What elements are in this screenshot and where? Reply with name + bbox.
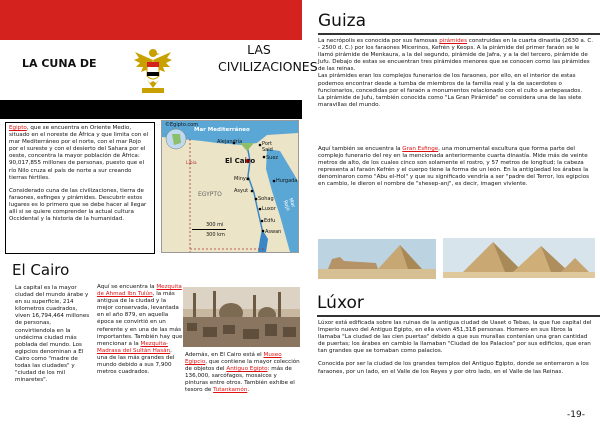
egypt-map — [161, 120, 299, 253]
flag-red-band — [0, 0, 302, 40]
guiza-paragraph-3: La pirámide de Jufu, también conocida como "La Gran Pirámide" se considera una de las siete maravillas del mundo. — [318, 94, 582, 108]
pyramids-photo — [443, 238, 595, 278]
luxor-paragraph-2: Conocida por ser la ciudad de los grandes templos del Antiguo Egipto, donde se enterraron a los faraones, por un lado, en el Valle de los Reyes y por otro lado, en el Valle de las Reinas. — [318, 361, 589, 375]
intro-box — [5, 122, 155, 254]
map-label-suez: Suez — [266, 155, 279, 161]
map-label-red-sea: Mar Rojo — [281, 197, 297, 212]
mezquita-ibn-tulun-link[interactable]: Mezquita de Ahmad Ibn Tulún — [97, 284, 182, 298]
map-scale-bar — [192, 229, 226, 230]
cairo-column-2: Aquí se encuentra la Mezquita de Ahmad Ibn Tulún, la más antigua de la ciudad y la mejor conservada, levantada en el año 879, en aquella época se convirtió en un referente y en una de las más importantes. También hay que mencionar a la Mezquita-Madrasa del Sultán Hasán, una de las más grandes del mundo debido a sus 7,900 metros cuadrados. — [97, 284, 183, 376]
map-label-edfu: Edfu — [264, 218, 276, 224]
map-label-hurgada: Hurgada — [276, 178, 298, 184]
page-number: -19- — [567, 410, 585, 420]
map-label-asyut: Asyut — [234, 188, 249, 194]
tutankamon-link[interactable]: Tutankamón — [213, 387, 248, 394]
map-watermark: ©Egipto.com — [165, 122, 199, 128]
map-scale-bottom: 300 km — [206, 232, 225, 238]
guiza-title-underline — [318, 33, 600, 35]
map-label-aswan: Aswan — [265, 229, 282, 235]
map-label-sohag: Sohag — [258, 196, 274, 202]
luxor-paragraph-1: Lúxor está edificada sobre las ruinas de la antigua ciudad de Uaset o Tebas, la que fue capital del Imperio nuevo del Antiguo Egipto, en ella viven 451,318 personas. Homero en sus libros la llamaba "La ciudad de las cien puertas" debido a que sus murallas contenían una gran cantidad de puertas; los árabes en cambio la llamaban "Ciudad de los Palacios" por sus edificios, que eran tan grandes que se tomaban como palacios. — [318, 320, 592, 355]
egipto-link[interactable]: Egipto — [9, 125, 27, 131]
map-label-alejandria: Alejandría — [217, 139, 243, 145]
title-left: LA CUNA DE — [22, 57, 97, 70]
map-label-sea: Mar Mediterráneo — [194, 127, 250, 133]
map-label-port-said: Port Said — [262, 141, 273, 153]
luxor-text — [318, 320, 596, 376]
title-right: LAS CIVILIZACIONES — [218, 42, 318, 74]
flag-black-band — [0, 100, 302, 119]
gran-esfinge-link[interactable]: Gran Esfinge — [402, 146, 439, 152]
map-label-country: EGYPTO — [198, 191, 222, 198]
intro-text-1: , que se encuentra en Oriente Medio, situado en el noreste de África y que limita con el mar Mediterráneo por el norte, con el mar Rojo por el sureste y con el desierto del Sahara por el oeste, concentra la mayor población de África: 90,017,855 millones de personas, puesto que el río Nilo cruza el país de norte a sur creando tierras fértiles. — [9, 125, 149, 181]
map-scale-top: 300 mi — [206, 222, 224, 228]
intro-paragraph-2: Considerado cuna de las civilizaciones, tierra de faraones, esfinges y pirámides. Descubrir estos lugares es lo primero que se debe hacer al llegar allí si se quiere comprender la actual cultura Occidental y la historia de la humanidad. — [9, 187, 147, 223]
cairo-title: El Cairo — [12, 261, 70, 279]
piramides-link[interactable]: pirámides — [439, 38, 467, 44]
guiza-text — [318, 38, 594, 109]
map-label-el-cairo: El Cairo — [225, 157, 256, 165]
luxor-title: Lúxor — [317, 293, 364, 313]
eagle-of-saladin-emblem — [133, 42, 173, 100]
antiguo-egipto-link[interactable]: Antiguo Egipto — [226, 366, 268, 373]
intro-paragraph-1 — [9, 125, 151, 182]
museo-egipcio-link[interactable]: Museo Egipcio — [185, 352, 282, 366]
cairo-column-1: La capital es la mayor ciudad del mundo árabe y en su superficie, 214 kilometros cuadrados, viven 16,794,464 millones de personas, convirtiendola en la undécima ciudad más poblada del mundo. Los egipcios denominan a El Cairo como "madre de todas las ciudades" y "ciudad de los mil minaretes". — [15, 285, 90, 384]
map-label-luxor: Luxor — [262, 206, 276, 212]
guiza-paragraph-2: Las pirámides eran los complejos funerarios de los faraones, por ello, en el interior de estas podemos encontrar desde a tumba de miembros de la familia real y la de sacerdotes o funcionarios, concedidas por el faraón a monumentos relacionado con el culto a antepasados. — [318, 73, 583, 94]
cairo-skyline-photo — [183, 287, 300, 347]
guiza-paragraph-4: Aquí también se encuentra la Gran Esfinge, una monumental escultura que forma parte del complejo funerario del rey en la mencionada anteriormente cuarta dinastía. Mide más de veinte metros de alto, de los cuales cinco son solamente el rostro, y 57 metros de longitud; la cabeza representa al faraón Kefrén y el cuerpo tiene la forma de un león. En la antigüedad los árabes la denominaron como "Abu el-Hol" y que su significado vendría a ser "padre del Terror, los egipcios en cambio, le dieron el nombre de "shesep-anj", es decir, imagen viviente. — [318, 146, 590, 188]
mezquita-sultan-hasan-link[interactable]: Mezquita-Madrasa del Sultán Hasán — [97, 340, 171, 354]
guiza-paragraph-1: La necrópolis es conocida por sus famosas pirámides construidas en la cuarta dinastía (2630 a. C. - 2500 d. C.) por los faraones Micerinos, Kefrén y Keops. A la pirámide del primer faraón se le llamó pirámide de Menkaura, a la del segundo, pirámide de Jafra, y a la del tercero, pirámide de Jufu. Debajo de estas se encuentran tres pirámides menores que se conocen como las pirámides de las reinas. — [318, 38, 594, 73]
luxor-title-underline — [317, 315, 600, 317]
guiza-title: Guiza — [318, 11, 367, 31]
cairo-column-3: Además, en El Cairo está el Museo Egipcio, que contiene la mayor colección de objetos del Antiguo Egipto: más de 136,000, sarcófagos, mosaicos y pinturas entre otros. También exhibe el tesoro de Tutankamón. — [185, 352, 300, 394]
map-label-libya: Libia — [186, 161, 197, 166]
sphinx-photo — [318, 239, 436, 279]
map-label-minya: Minya — [234, 176, 249, 182]
